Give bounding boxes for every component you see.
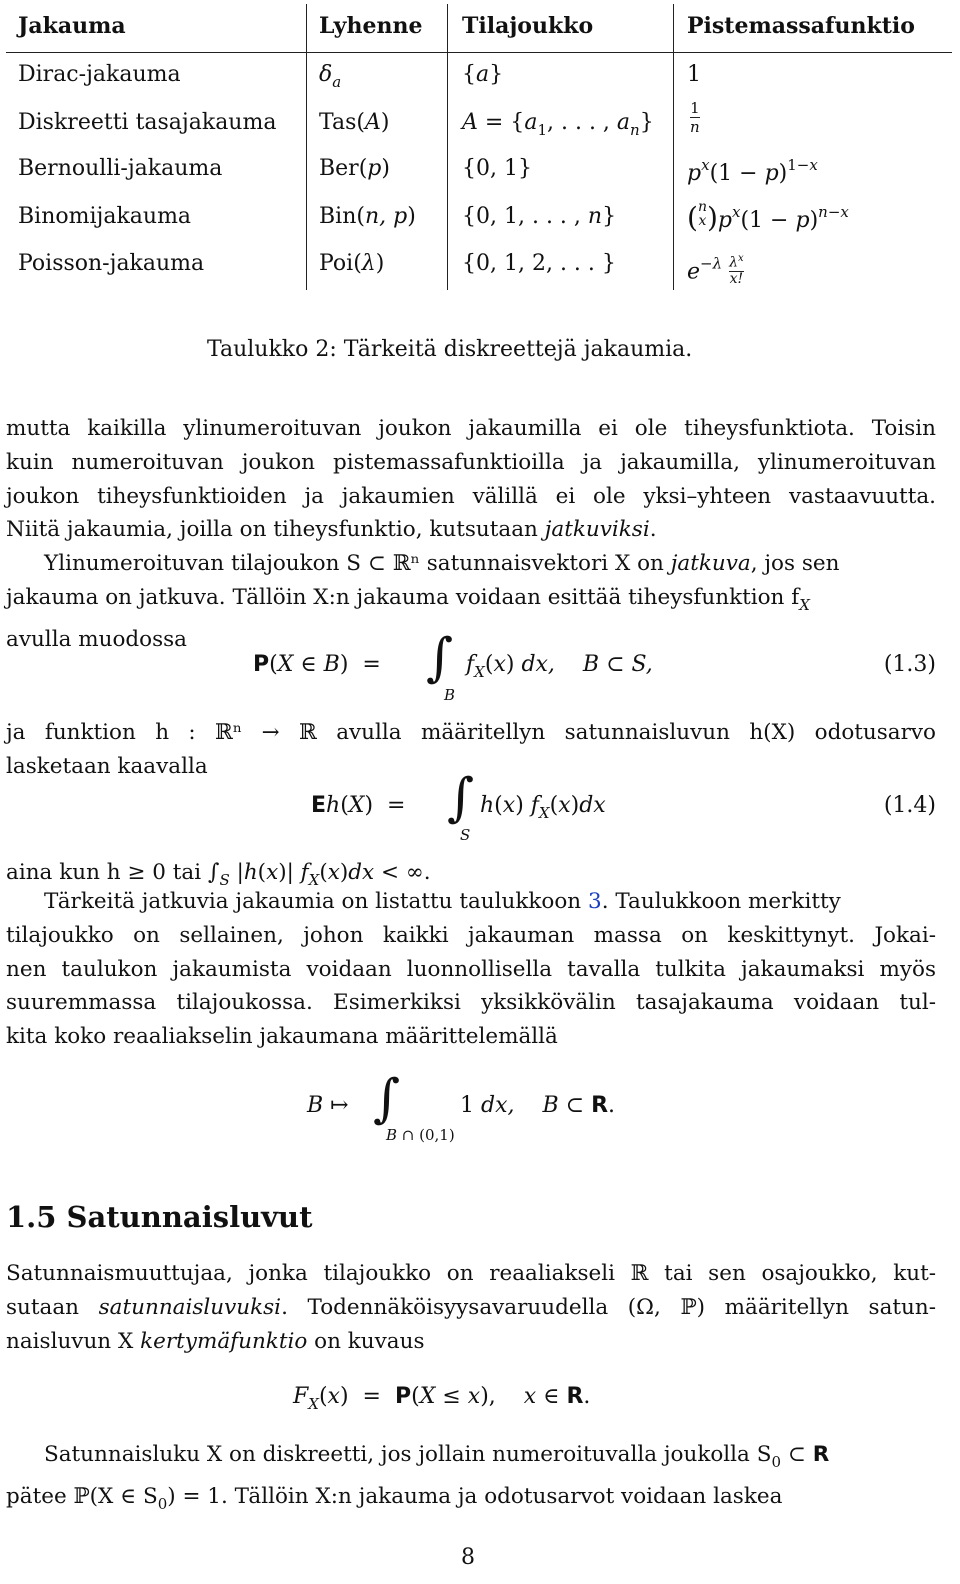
table-column-divider bbox=[673, 4, 674, 290]
table-cell-name: Binomijakauma bbox=[18, 204, 192, 229]
table-header-abbreviation: Lyhenne bbox=[319, 13, 423, 39]
equation-number: (1.3) bbox=[883, 652, 936, 677]
text-line: lasketaan kaavalla bbox=[6, 753, 208, 779]
table-column-divider bbox=[306, 4, 307, 290]
table-cell-pmf: ( n x )$p^x(1 - p)^{n-x}$ bbox=[687, 199, 849, 234]
text-line: Ylinumeroituvan tilajoukon S ⊂ ℝⁿ satunnaisvektori X on jatkuva, jos sen bbox=[44, 551, 840, 576]
equation-number: (1.4) bbox=[883, 793, 936, 818]
equation-uniform: B ↦ bbox=[307, 1093, 349, 1118]
table-cell-support: {0, 1} bbox=[462, 156, 532, 181]
table-cell-abbr: Ber(p) bbox=[319, 156, 390, 181]
term-kertymafunktio: kertymäfunktio bbox=[140, 1328, 308, 1354]
table-cell-support: {0, 1, . . . , n} bbox=[462, 204, 617, 229]
table-cell-support: {0, 1, 2, . . . } bbox=[462, 251, 616, 276]
equation-1-4-body: h(x) $f_X(x)dx$ bbox=[480, 793, 606, 822]
paragraph bbox=[6, 1438, 936, 1522]
equation-1-3: P(X ∈ B) = bbox=[253, 652, 381, 677]
text-line: joukon tiheysfunktioiden ja jakaumien välillä ei ole yksi–yhteen vastaavuutta. bbox=[6, 483, 936, 509]
table-caption: Taulukko 2: Tärkeitä diskreettejä jakaumia. bbox=[207, 337, 693, 362]
text-line: Niitä jakaumia, joilla on tiheysfunktio, kutsutaan jatkuviksi. bbox=[6, 517, 657, 543]
paragraph bbox=[6, 547, 936, 656]
integral-sign: ∫ bbox=[426, 628, 454, 688]
text-line: pätee ℙ(X ∈ $S_0) = 1$. Tällöin X:n jakauma ja odotusarvot voidaan laskea bbox=[6, 1483, 783, 1513]
text-line: nen taulukon jakaumista voidaan luonnollisella tavalla tulkita jakaumaksi myös bbox=[6, 956, 936, 982]
table-cell-support: $A = \{a_1$, . . . , $a_n$} bbox=[462, 110, 654, 139]
table-header-rule bbox=[6, 52, 952, 53]
equation-uniform-body: 1 dx, B ⊂ R. bbox=[460, 1093, 616, 1118]
table-cell-pmf: $e^{-\lambda}$ $\frac{\lambda^x}{x!}$ bbox=[687, 253, 744, 287]
text-line: jakauma on jatkuva. Tällöin X:n jakauma voidaan esittää tiheysfunktion $f_X$ bbox=[6, 584, 810, 614]
text-line: kuin numeroituvan joukon pistemassafunktioilla ja jakaumilla, ylinumeroituvan bbox=[6, 449, 936, 475]
paragraph bbox=[6, 412, 936, 547]
term-jatkuviksi: jatkuviksi bbox=[544, 517, 650, 543]
table-cell-name: Dirac-jakauma bbox=[18, 62, 181, 87]
text-line: aina kun h ≥ 0 tai $\int_S$ |h(x)| $f_X(x)dx$ < ∞. bbox=[6, 860, 431, 889]
term-jatkuva: jatkuva bbox=[670, 551, 751, 576]
text-line: avulla muodossa bbox=[6, 626, 187, 652]
table-cell-support: {a} bbox=[462, 62, 504, 87]
text-line: Tärkeitä jatkuvia jakaumia on listattu taulukkoon 3. Taulukkoon merkitty bbox=[44, 889, 841, 914]
table-cell-pmf: 1 bbox=[687, 62, 701, 87]
table-header-support: Tilajoukko bbox=[462, 13, 594, 39]
text-line: Satunnaismuuttujaa, jonka tilajoukko on reaaliakseli ℝ tai sen osajoukko, kut- bbox=[6, 1261, 936, 1286]
equation-cdf: $F_X(x) = P(X \le x)$, x ∈ R. bbox=[293, 1384, 591, 1413]
table-cell-pmf: $p^x(1 - p)^{1-x}$ bbox=[687, 156, 818, 186]
term-satunnaisluvuksi: satunnaisluvuksi bbox=[98, 1294, 282, 1320]
integral-domain: B ∩ (0,1) bbox=[386, 1126, 455, 1144]
text-line: suuremmassa tilajoukossa. Esimerkiksi yksikkövälin tasajakauma voidaan tul- bbox=[6, 990, 936, 1016]
paragraph bbox=[6, 885, 936, 1054]
text-line: sutaan satunnaisluvuksi. Todennäköisyysavaruudella (Ω, ℙ) määritellyn satun- bbox=[6, 1294, 936, 1320]
text-line: naisluvun X kertymäfunktio on kuvaus bbox=[6, 1328, 425, 1354]
integral-domain: S bbox=[460, 826, 471, 844]
table-cell-abbr: Poi(λ) bbox=[319, 251, 385, 276]
integral-sign: ∫ bbox=[447, 768, 475, 828]
section-heading: 1.5 Satunnaisluvut bbox=[6, 1200, 313, 1234]
paragraph bbox=[6, 1257, 936, 1358]
table-reference-link[interactable]: 3 bbox=[588, 889, 602, 914]
table-cell-abbr: $\delta_a$ bbox=[319, 62, 342, 91]
equation-1-3-body: $f_X(x)$ dx, B ⊂ S, bbox=[466, 652, 653, 681]
table-cell-abbr: Bin(n, p) bbox=[319, 204, 416, 229]
table-cell-name: Poisson-jakauma bbox=[18, 251, 205, 276]
table-header-distribution: Jakauma bbox=[18, 13, 126, 39]
equation-1-4: Eh(X) = bbox=[311, 793, 406, 818]
table-header-pmf: Pistemassafunktio bbox=[687, 13, 915, 39]
text-line: tilajoukko on sellainen, johon kaikki jakauman massa on keskittynyt. Jokai- bbox=[6, 922, 936, 948]
text-line: mutta kaikilla ylinumeroituvan joukon jakaumilla ei ole tiheysfunktiota. Toisin bbox=[6, 416, 936, 441]
table-cell-pmf: 1 n bbox=[690, 99, 700, 136]
table-cell-name: Diskreetti tasajakauma bbox=[18, 110, 277, 135]
text-line: Satunnaisluku X on diskreetti, jos jollain numeroituvalla joukolla $S_0$ ⊂ R bbox=[44, 1442, 830, 1471]
integral-sign: ∫ bbox=[373, 1069, 401, 1129]
table-column-divider bbox=[447, 4, 448, 290]
table-cell-abbr: Tas(A) bbox=[319, 110, 390, 135]
page-number: 8 bbox=[461, 1545, 475, 1570]
table-cell-name: Bernoulli-jakauma bbox=[18, 156, 223, 181]
text-line: ja funktion h : ℝⁿ → ℝ avulla määritellyn satunnaisluvun h(X) odotusarvo bbox=[6, 720, 936, 745]
integral-domain: B bbox=[444, 686, 456, 704]
text-line: kita koko reaaliakselin jakaumana määrittelemällä bbox=[6, 1024, 558, 1050]
